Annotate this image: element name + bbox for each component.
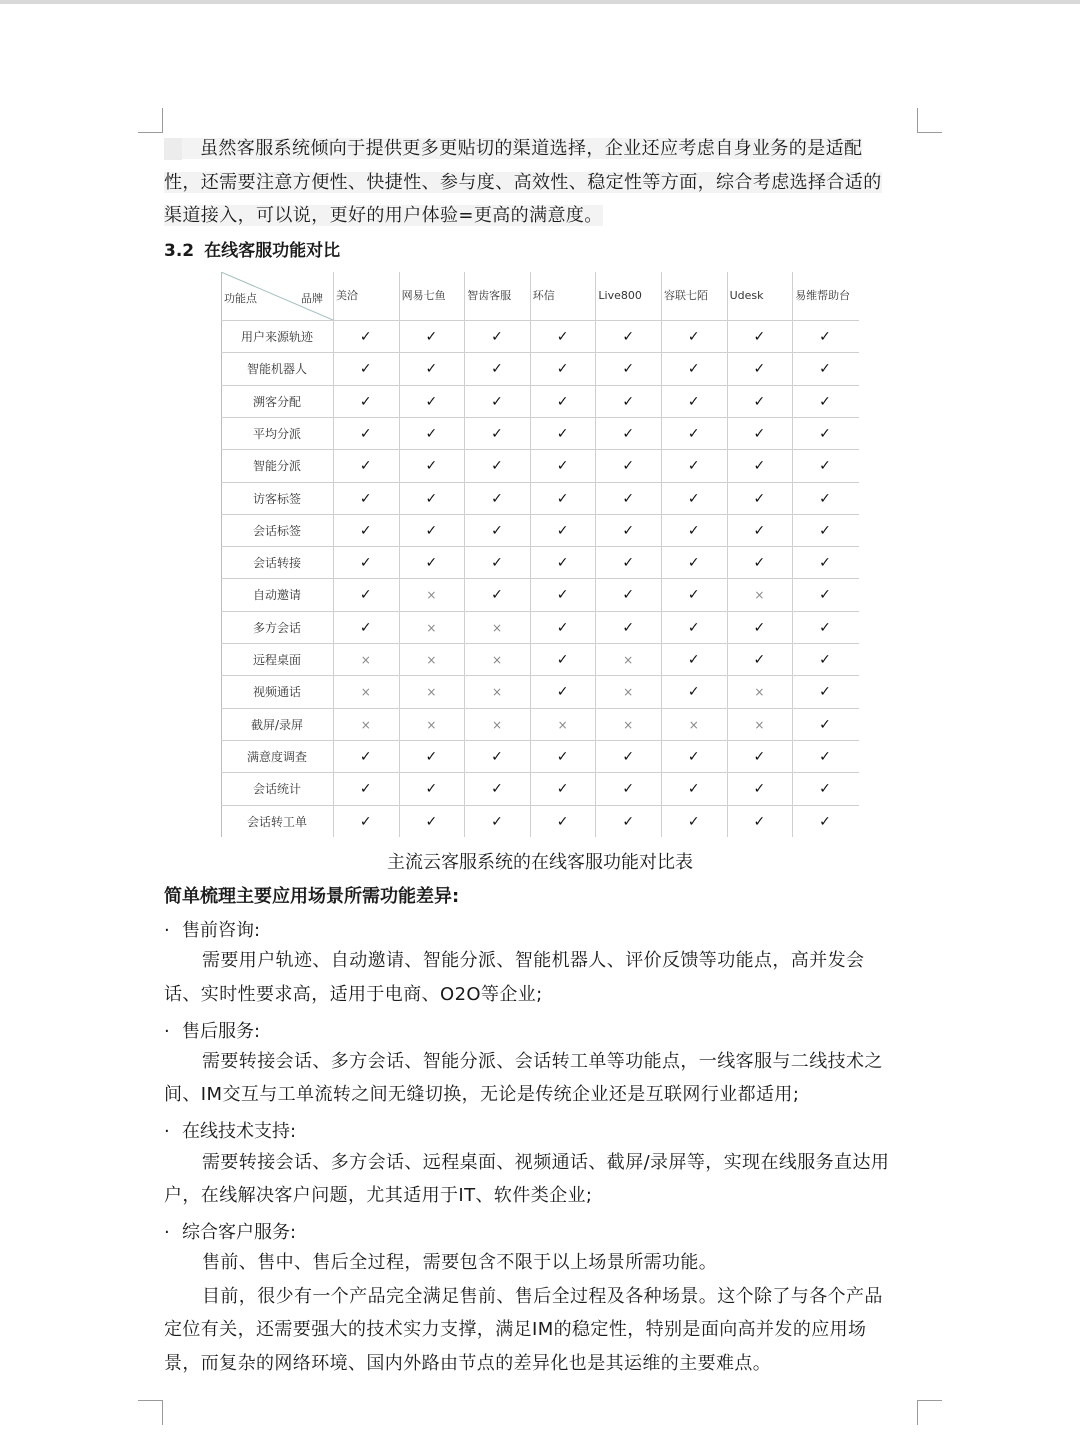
check-mark-cell: ✓ — [687, 361, 700, 378]
check-mark-cell: ✓ — [556, 329, 569, 345]
intro-line-1 — [164, 132, 916, 165]
crop-mark-top-left — [138, 108, 163, 133]
check-mark-cell: ✓ — [359, 748, 372, 765]
intro-line-3 — [164, 199, 916, 232]
table-row — [221, 417, 859, 450]
summary-heading: 简单梳理主要应用场景所需功能差异: — [164, 886, 460, 907]
cross-mark-cell: × — [426, 588, 437, 603]
check-mark-cell: ✓ — [491, 522, 503, 539]
check-mark-cell: ✓ — [753, 329, 766, 345]
check-mark-cell: ✓ — [819, 425, 831, 442]
check-mark-cell: ✓ — [425, 329, 438, 345]
brand-header-cell: 环信 — [532, 289, 555, 302]
comparison-table — [221, 272, 859, 837]
check-mark-cell: ✓ — [425, 425, 438, 442]
check-mark-cell: ✓ — [819, 522, 831, 539]
intro-text-1: 虽然客服系统倾向于提供更多更贴切的渠道选择，企业还应考虑自身业务的是适配 — [200, 138, 863, 159]
scenario-title-text: 售前咨询: — [182, 920, 261, 941]
check-mark-cell: ✓ — [359, 619, 372, 636]
brand-header-cell: 智齿客服 — [467, 289, 512, 302]
table-row — [221, 352, 859, 385]
check-mark-cell: ✓ — [819, 555, 831, 572]
check-mark-cell: ✓ — [819, 458, 831, 475]
check-mark-cell: ✓ — [819, 716, 831, 733]
table-row — [221, 514, 859, 547]
check-mark-cell: ✓ — [753, 425, 766, 442]
check-mark-cell: ✓ — [622, 587, 635, 604]
check-mark-cell: ✓ — [556, 522, 569, 539]
cross-mark-cell: × — [491, 717, 503, 732]
check-mark-cell: ✓ — [491, 329, 503, 345]
cross-mark-cell: × — [360, 685, 371, 700]
check-mark-cell: ✓ — [687, 458, 700, 475]
check-mark-cell: ✓ — [819, 813, 831, 830]
brand-header-cell: 容联七陌 — [664, 289, 708, 302]
cross-mark-cell: × — [754, 685, 765, 700]
check-mark-cell: ✓ — [556, 425, 569, 442]
table-row — [221, 611, 859, 644]
table-row — [221, 772, 859, 805]
corner-label-brand: 品牌 — [301, 292, 323, 305]
check-mark-cell: ✓ — [687, 425, 700, 442]
check-mark-cell: ✓ — [491, 458, 503, 475]
scenario-title-text: 售后服务: — [182, 1021, 261, 1042]
check-mark-cell: ✓ — [359, 458, 372, 475]
check-mark-cell: ✓ — [622, 458, 635, 475]
check-mark-cell: ✓ — [622, 813, 635, 830]
cross-mark-cell: × — [623, 685, 634, 700]
crop-mark-top-right — [917, 108, 942, 133]
check-mark-cell: ✓ — [556, 748, 569, 765]
check-mark-cell: ✓ — [556, 393, 569, 410]
intro-text-3: 渠道接入，可以说，更好的用户体验=更高的满意度。 — [164, 205, 603, 226]
table-row — [221, 482, 859, 515]
check-mark-cell: ✓ — [425, 555, 438, 572]
check-mark-cell: ✓ — [556, 619, 569, 636]
cross-mark-cell: × — [426, 685, 437, 700]
scenario-1-line-1: 需要用户轨迹、自动邀请、智能分派、智能机器人、评价反馈等功能点，高并发会 — [202, 950, 865, 971]
intro-line-2 — [164, 166, 916, 199]
check-mark-cell: ✓ — [491, 555, 503, 572]
check-mark-cell: ✓ — [687, 748, 700, 765]
table-row — [221, 643, 859, 676]
feature-cell: 会话转工单 — [246, 814, 307, 829]
check-mark-cell: ✓ — [753, 490, 766, 507]
check-mark-cell: ✓ — [491, 813, 503, 830]
feature-cell: 多方会话 — [252, 620, 301, 635]
check-mark-cell: ✓ — [687, 781, 700, 798]
check-mark-cell: ✓ — [753, 619, 766, 636]
check-mark-cell: ✓ — [556, 652, 569, 668]
scenario-2-line-1: 需要转接会话、多方会话、智能分派、会话转工单等功能点，一线客服与二线技术之 — [202, 1051, 883, 1072]
check-mark-cell: ✓ — [753, 555, 766, 572]
check-mark-cell: ✓ — [556, 813, 569, 830]
brand-header-cell: 易维帮助台 — [795, 289, 851, 302]
cross-mark-cell: × — [360, 717, 371, 732]
table-row — [221, 708, 859, 741]
table-row — [221, 320, 859, 353]
scenario-title-text: 在线技术支持: — [182, 1121, 297, 1142]
check-mark-cell: ✓ — [556, 490, 569, 507]
check-mark-cell: ✓ — [556, 361, 569, 378]
check-mark-cell: ✓ — [819, 490, 831, 507]
bullet-dot: · — [164, 1121, 170, 1142]
feature-cell: 会话标签 — [252, 523, 301, 538]
table-row — [221, 385, 859, 418]
check-mark-cell: ✓ — [819, 748, 831, 765]
table-row — [221, 740, 859, 773]
check-mark-cell: ✓ — [687, 393, 700, 410]
feature-cell: 溯客分配 — [252, 394, 301, 409]
check-mark-cell: ✓ — [425, 490, 438, 507]
check-mark-cell: ✓ — [359, 587, 372, 604]
scenario-3-line-1: 需要转接会话、多方会话、远程桌面、视频通话、截屏/录屏等，实现在线服务直达用 — [202, 1152, 890, 1173]
check-mark-cell: ✓ — [359, 425, 372, 442]
check-mark-cell: ✓ — [425, 748, 438, 765]
scenario-3-line-2: 户，在线解决客户问题，尤其适用于IT、软件类企业; — [164, 1185, 593, 1206]
check-mark-cell: ✓ — [425, 458, 438, 475]
check-mark-cell: ✓ — [687, 684, 700, 701]
section-heading — [164, 236, 340, 261]
check-mark-cell: ✓ — [491, 748, 503, 765]
feature-cell: 会话统计 — [252, 782, 301, 797]
scenario-1-line-2: 话、实时性要求高，适用于电商、O2O等企业; — [164, 984, 543, 1005]
brand-header-cell: Live800 — [598, 289, 642, 302]
crop-mark-bottom-left — [138, 1400, 163, 1425]
brand-header-cell: 美洽 — [336, 289, 358, 302]
cross-mark-cell: × — [426, 653, 437, 667]
check-mark-cell: ✓ — [819, 587, 831, 604]
check-mark-cell: ✓ — [687, 652, 700, 668]
check-mark-cell: ✓ — [556, 555, 569, 572]
check-mark-cell: ✓ — [622, 781, 635, 798]
cross-mark-cell: × — [491, 685, 503, 700]
closing-line-3: 景，而复杂的网络环境、国内外路由节点的差异化也是其运维的主要难点。 — [164, 1353, 772, 1374]
check-mark-cell: ✓ — [622, 555, 635, 572]
check-mark-cell: ✓ — [622, 393, 635, 410]
indent-marker — [164, 138, 182, 160]
cross-mark-cell: × — [426, 620, 437, 635]
check-mark-cell: ✓ — [491, 425, 503, 442]
bullet-dot: · — [164, 1021, 170, 1042]
check-mark-cell: ✓ — [359, 490, 372, 507]
check-mark-cell: ✓ — [556, 587, 569, 604]
feature-cell: 截屏/录屏 — [250, 717, 304, 732]
check-mark-cell: ✓ — [491, 361, 503, 378]
check-mark-cell: ✓ — [491, 587, 503, 604]
feature-cell: 视频通话 — [252, 685, 301, 700]
cross-mark-cell: × — [360, 653, 371, 667]
check-mark-cell: ✓ — [556, 781, 569, 798]
check-mark-cell: ✓ — [753, 393, 766, 410]
check-mark-cell: ✓ — [753, 781, 766, 798]
cross-mark-cell: × — [623, 653, 634, 667]
check-mark-cell: ✓ — [753, 458, 766, 475]
check-mark-cell: ✓ — [359, 329, 372, 345]
check-mark-cell: ✓ — [622, 490, 635, 507]
check-mark-cell: ✓ — [819, 393, 831, 410]
closing-line-1: 目前，很少有一个产品完全满足售前、售后全过程及各种场景。这个除了与各个产品 — [202, 1286, 883, 1307]
bullet-dot: · — [164, 920, 170, 941]
check-mark-cell: ✓ — [753, 813, 766, 830]
check-mark-cell: ✓ — [359, 813, 372, 830]
check-mark-cell: ✓ — [819, 684, 831, 701]
brand-header-cell: 网易七鱼 — [401, 289, 446, 302]
check-mark-cell: ✓ — [556, 684, 569, 701]
check-mark-cell: ✓ — [819, 329, 831, 345]
feature-cell: 会话转接 — [252, 556, 301, 571]
check-mark-cell: ✓ — [359, 361, 372, 378]
feature-cell: 智能分派 — [252, 459, 301, 474]
check-mark-cell: ✓ — [687, 587, 700, 604]
check-mark-cell: ✓ — [556, 458, 569, 475]
feature-cell: 自动邀请 — [252, 588, 301, 603]
closing-line-2: 定位有关，还需要强大的技术实力支撑，满足IM的稳定性，特别是面向高并发的应用场 — [164, 1319, 867, 1340]
scenario-title-4 — [164, 1218, 296, 1244]
check-mark-cell: ✓ — [687, 619, 700, 636]
check-mark-cell: ✓ — [687, 329, 700, 345]
scenario-title-1 — [164, 916, 260, 942]
check-mark-cell: ✓ — [359, 555, 372, 572]
cross-mark-cell: × — [754, 588, 765, 603]
table-row — [221, 675, 859, 708]
check-mark-cell: ✓ — [359, 522, 372, 539]
check-mark-cell: ✓ — [491, 490, 503, 507]
feature-cell: 满意度调查 — [246, 749, 307, 764]
table-row — [221, 578, 859, 611]
scenario-title-3 — [164, 1117, 296, 1143]
check-mark-cell: ✓ — [622, 361, 635, 378]
feature-cell: 访客标签 — [252, 491, 301, 506]
scenario-title-text: 综合客户服务: — [182, 1222, 297, 1243]
scenario-title-2 — [164, 1017, 260, 1043]
check-mark-cell: ✓ — [687, 490, 700, 507]
feature-cell: 平均分派 — [252, 426, 301, 441]
cross-mark-cell: × — [623, 717, 634, 732]
brand-header-cell: Udesk — [729, 289, 764, 302]
check-mark-cell: ✓ — [819, 361, 831, 378]
cross-mark-cell: × — [426, 717, 437, 732]
cross-mark-cell: × — [688, 717, 699, 732]
check-mark-cell: ✓ — [425, 813, 438, 830]
check-mark-cell: ✓ — [359, 393, 372, 410]
check-mark-cell: ✓ — [359, 781, 372, 798]
feature-cell: 用户来源轨迹 — [240, 330, 313, 344]
check-mark-cell: ✓ — [622, 425, 635, 442]
feature-cell: 智能机器人 — [246, 362, 307, 377]
table-corner-cell — [221, 272, 333, 320]
top-edge-bar — [0, 0, 1080, 4]
intro-text-2: 性，还需要注意方便性、快捷性、参与度、高效性、稳定性等方面，综合考虑选择合适的 — [164, 172, 882, 193]
check-mark-cell: ✓ — [687, 813, 700, 830]
feature-cell: 远程桌面 — [252, 653, 301, 667]
section-title: 在线客服功能对比 — [204, 241, 341, 261]
check-mark-cell: ✓ — [753, 748, 766, 765]
check-mark-cell: ✓ — [425, 522, 438, 539]
check-mark-cell: ✓ — [425, 393, 438, 410]
cross-mark-cell: × — [491, 653, 503, 667]
check-mark-cell: ✓ — [753, 652, 766, 668]
table-row — [221, 805, 859, 838]
check-mark-cell: ✓ — [425, 361, 438, 378]
bullet-dot: · — [164, 1222, 170, 1243]
cross-mark-cell: × — [557, 717, 568, 732]
check-mark-cell: ✓ — [687, 555, 700, 572]
check-mark-cell: ✓ — [622, 329, 635, 345]
check-mark-cell: ✓ — [819, 781, 831, 798]
scenario-4-line-1: 售前、售中、售后全过程，需要包含不限于以上场景所需功能。 — [202, 1252, 718, 1273]
check-mark-cell: ✓ — [425, 781, 438, 798]
cross-mark-cell: × — [491, 620, 503, 635]
corner-label-feature: 功能点 — [224, 292, 257, 305]
scenario-2-line-2: 间、IM交互与工单流转之间无缝切换，无论是传统企业还是互联网行业都适用; — [164, 1084, 800, 1105]
table-row — [221, 449, 859, 482]
table-caption: 主流云客服系统的在线客服功能对比表 — [387, 852, 693, 873]
check-mark-cell: ✓ — [753, 522, 766, 539]
check-mark-cell: ✓ — [622, 522, 635, 539]
check-mark-cell: ✓ — [819, 619, 831, 636]
check-mark-cell: ✓ — [622, 748, 635, 765]
crop-mark-bottom-right — [917, 1400, 942, 1425]
check-mark-cell: ✓ — [819, 652, 831, 668]
cross-mark-cell: × — [754, 717, 765, 732]
check-mark-cell: ✓ — [491, 781, 503, 798]
check-mark-cell: ✓ — [622, 619, 635, 636]
table-row — [221, 546, 859, 579]
check-mark-cell: ✓ — [491, 393, 503, 410]
check-mark-cell: ✓ — [753, 361, 766, 378]
check-mark-cell: ✓ — [687, 522, 700, 539]
section-number: 3.2 — [164, 241, 195, 261]
